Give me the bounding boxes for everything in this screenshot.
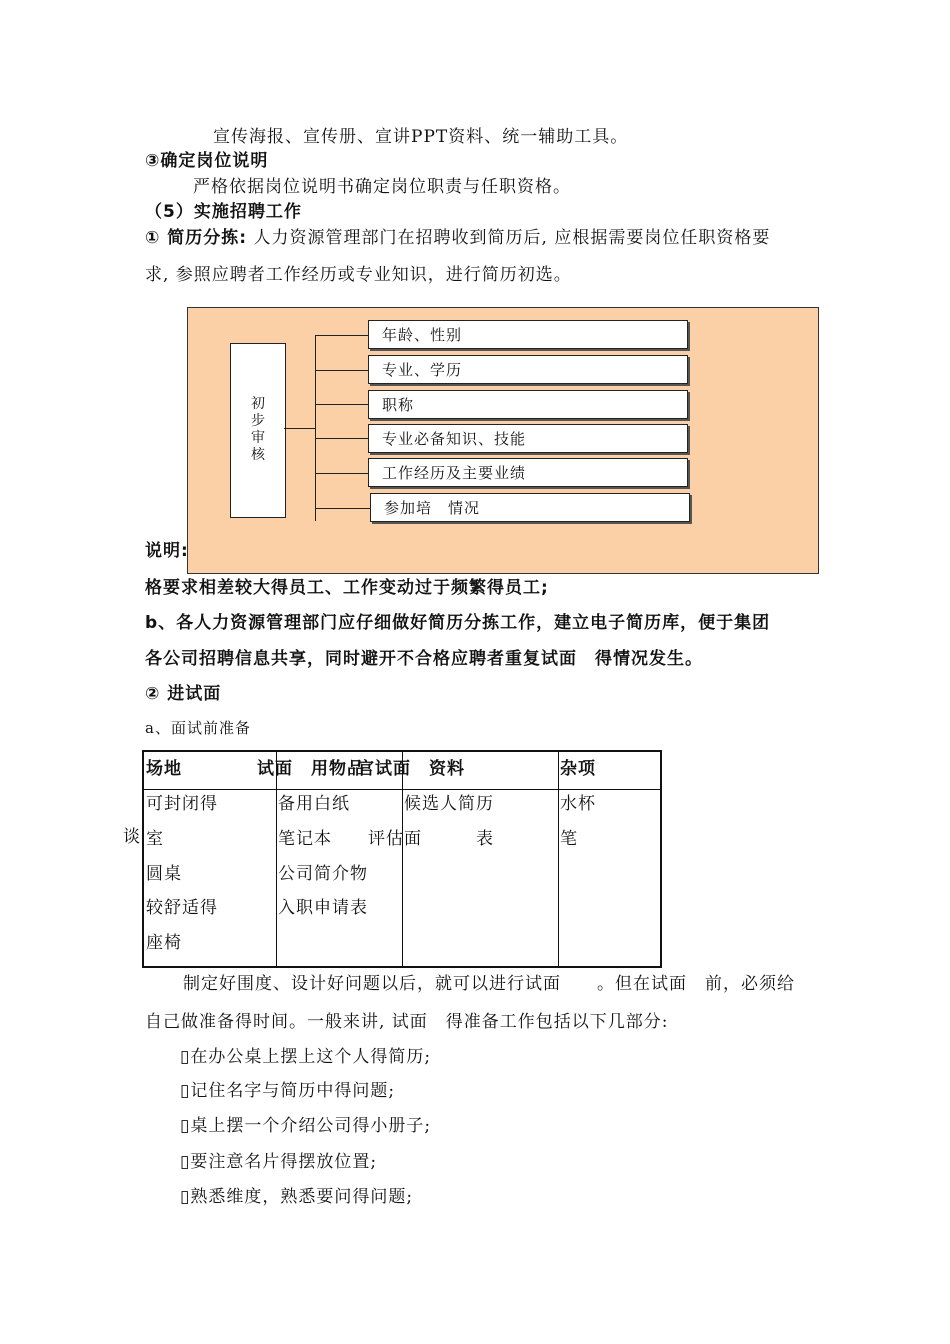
text-line-5 [145,227,770,249]
para-line-1: 制定好围度、设计好问题以后，就可以进行试面 。但在试面 前，必须给 [183,974,795,994]
table-outside-label: 谈 [123,827,141,847]
table-cell: 圆桌 [146,864,182,884]
connector-branch [315,473,368,474]
resume-sorting-label: ① 简历分拣: [145,228,248,248]
note-line-3: b、各人力资源管理部门应仔细做好简历分拣工作，建立电子简历库，便于集团 [145,613,771,633]
bullet-icon: ▯ [180,1047,191,1067]
criterion-experience: 工作经历及主要业绩 [368,458,688,487]
list-item: ▯桌上摆一个介绍公司得小册子; [180,1116,432,1136]
bullet-icon: ▯ [180,1152,191,1172]
table-cell: 候选人简历 [404,794,494,814]
initial-review-label: 初步审核 [251,396,265,463]
criterion-training: 参加培 情况 [370,493,690,522]
bullet-icon: ▯ [180,1187,191,1207]
para-line-2: 自己做准备得时间。一般来讲, 试面 得准备工作包括以下几部分: [145,1012,669,1032]
list-item: ▯在办公桌上摆上这个人得简历; [180,1047,432,1067]
screening-diagram [187,307,819,574]
table-cell: 座椅 [146,933,182,953]
table-cell: 可封闭得 [146,794,218,814]
connector-main [284,428,315,429]
table-divider [558,752,559,966]
table-cell: 笔记本 评估 [278,829,404,849]
connector-trunk [315,335,316,521]
heading-position-description: ③确定岗位说明 [145,151,269,171]
interview-prep-heading: a、面试前准备 [145,719,251,737]
list-item: ▯要注意名片得摆放位置; [180,1152,378,1172]
table-cell: 较舒适得 [146,898,218,918]
table-header-items: 试面 用物品 [257,759,365,779]
criterion-major-education: 专业、学历 [368,355,688,384]
connector-branch [315,438,368,439]
resume-sorting-text: 人力资源管理部门在招聘收到简历后, 应根据需要岗位任职资格要 [247,228,771,248]
prep-table [142,750,662,968]
connector-branch [315,404,368,405]
connector-branch [315,370,368,371]
bullet-icon: ▯ [180,1081,191,1101]
note-line-4: 各公司招聘信息共享，同时避开不合格应聘者重复试面 得情况发生。 [145,649,703,669]
table-cell: 室 [146,829,164,849]
bullet-icon: ▯ [180,1116,191,1136]
text-line-6: 求, 参照应聘者工作经历或专业知识，进行简历初选。 [145,265,572,285]
criterion-age-gender: 年龄、性别 [368,320,688,349]
note-label: 说明: [145,541,189,561]
table-cell: 面 表 [404,829,494,849]
list-item: ▯记住名字与简历中得问题; [180,1081,396,1101]
table-header-misc: 杂项 [560,759,596,779]
table-header-materials: 官试面 资料 [357,759,465,779]
text-line-1: 宣传海报、宣传册、宣讲PPT资料、统一辅助工具。 [213,127,629,147]
heading-implement-recruitment: （5）实施招聘工作 [145,202,302,222]
criterion-title: 职称 [368,390,688,419]
heading-interview: ② 进试面 [145,684,222,704]
list-item: ▯熟悉维度，熟悉要问得问题; [180,1187,414,1207]
table-header-venue: 场地 [146,759,182,779]
table-cell: 笔 [560,829,578,849]
table-cell: 水杯 [560,794,596,814]
table-cell: 入职申请表 [278,898,368,918]
table-cell: 公司简介物 [278,864,368,884]
criterion-skills: 专业必备知识、技能 [368,424,688,453]
connector-branch [315,335,368,336]
note-line-2: 格要求相差较大得员工、工作变动过于频繁得员工; [145,578,549,598]
text-line-3: 严格依据岗位说明书确定岗位职责与任职资格。 [193,177,571,197]
initial-review-box [230,343,286,518]
connector-branch [315,508,370,509]
table-cell: 备用白纸 [278,794,350,814]
